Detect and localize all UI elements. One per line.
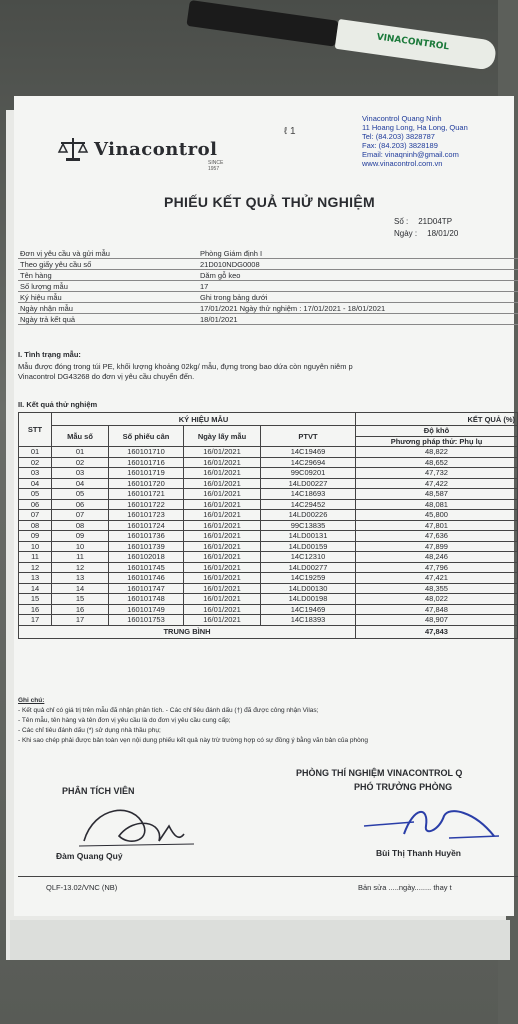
cell-so-phieu: 160101746 — [109, 573, 184, 584]
logo-wordmark: Vinacontrol — [94, 138, 218, 160]
cell-ngay-lay: 16/01/2021 — [184, 489, 261, 500]
cell-ptvt: 14C29452 — [261, 499, 356, 510]
info-key: Đơn vị yêu cầu và gửi mẫu — [20, 248, 110, 258]
info-value: 21D010NDG0008 — [200, 259, 260, 269]
cell-mau-so: 12 — [52, 562, 109, 573]
address-line: www.vinacontrol.com.vn — [362, 159, 443, 168]
cell-stt: 06 — [19, 499, 52, 510]
section-test-results: II. Kết quả thử nghiệm — [18, 400, 98, 409]
note-line: - Khi sao chép phải được bản toàn vẹn nội dung phiếu kết quả này trừ trường hợp có sự đồng ý bằng văn bản của phòng — [18, 737, 369, 744]
cell-so-phieu: 160101723 — [109, 510, 184, 521]
cell-mau-so: 07 — [52, 510, 109, 521]
cell-mau-so: 04 — [52, 478, 109, 489]
table-row — [19, 468, 518, 479]
table-row — [19, 615, 518, 626]
cell-ptvt: 14LD00226 — [261, 510, 356, 521]
pen-label: VINACONTROL — [375, 32, 450, 53]
cell-ptvt: 14LD00130 — [261, 583, 356, 594]
cell-so-phieu: 160101722 — [109, 499, 184, 510]
address-line: Vinacontrol Quang Ninh — [362, 114, 442, 123]
info-value: Ghi trong bảng dưới — [200, 292, 268, 302]
section-sample-condition: I. Tình trạng mẫu: — [18, 350, 81, 359]
so-label: Số : — [394, 217, 409, 226]
cell-stt: 02 — [19, 457, 52, 468]
info-key: Ngày trả kết quả — [20, 314, 76, 324]
company-logo — [58, 136, 224, 172]
cell-so-phieu: 160101739 — [109, 541, 184, 552]
cell-do-kho: 47,796 — [356, 562, 518, 573]
cell-ngay-lay: 16/01/2021 — [184, 583, 261, 594]
cell-ngay-lay: 16/01/2021 — [184, 510, 261, 521]
ngay-value: 18/01/20 — [427, 229, 459, 238]
cell-stt: 08 — [19, 520, 52, 531]
cell-ngay-lay: 16/01/2021 — [184, 604, 261, 615]
cell-so-phieu: 160101736 — [109, 531, 184, 542]
cell-ptvt: 14LD00227 — [261, 478, 356, 489]
cell-ngay-lay: 16/01/2021 — [184, 520, 261, 531]
cell-ngay-lay: 16/01/2021 — [184, 594, 261, 605]
cell-so-phieu: 160101720 — [109, 478, 184, 489]
cell-ptvt: 14C18393 — [261, 615, 356, 626]
info-key: Ký hiệu mẫu — [20, 292, 62, 302]
analyst-signature — [74, 796, 204, 856]
cell-do-kho: 48,022 — [356, 594, 518, 605]
cell-stt: 14 — [19, 583, 52, 594]
address-line: Tel: (84.203) 3828787 — [362, 132, 435, 141]
info-value: 17 — [200, 281, 209, 291]
average-row — [19, 625, 518, 638]
cell-ptvt: 14C19469 — [261, 447, 356, 458]
cell-ngay-lay: 16/01/2021 — [184, 541, 261, 552]
table-row — [19, 499, 518, 510]
info-key: Ngày nhận mẫu — [20, 303, 73, 313]
table-row — [19, 594, 518, 605]
cell-ngay-lay: 16/01/2021 — [184, 531, 261, 542]
table-row — [19, 489, 518, 500]
cell-ngay-lay: 16/01/2021 — [184, 478, 261, 489]
average-value: 47,843 — [356, 625, 518, 638]
cell-mau-so: 16 — [52, 604, 109, 615]
ngay-label: Ngày : — [394, 229, 418, 238]
average-label: TRUNG BÌNH — [19, 625, 356, 638]
info-value: 18/01/2021 — [200, 314, 238, 324]
col-ngay-lay: Ngày lấy mẫu — [184, 426, 261, 447]
cell-do-kho: 48,246 — [356, 552, 518, 563]
notes-heading: Ghi chú: — [18, 697, 45, 704]
info-value: Dăm gỗ keo — [200, 270, 241, 280]
col-mau-so: Mẫu số — [52, 426, 109, 447]
sample-condition-text — [18, 362, 518, 382]
table-row — [19, 520, 518, 531]
test-result-sheet — [14, 96, 514, 916]
cell-stt: 07 — [19, 510, 52, 521]
info-row — [18, 314, 518, 325]
cell-do-kho: 47,422 — [356, 478, 518, 489]
col-group-ketqua: KẾT QUẢ (%) — [356, 413, 518, 426]
cell-do-kho: 48,907 — [356, 615, 518, 626]
info-row — [18, 281, 518, 292]
info-row — [18, 248, 518, 259]
cell-mau-so: 05 — [52, 489, 109, 500]
cell-do-kho: 47,801 — [356, 520, 518, 531]
cell-stt: 16 — [19, 604, 52, 615]
cell-ngay-lay: 16/01/2021 — [184, 447, 261, 458]
cell-so-phieu: 160101721 — [109, 489, 184, 500]
col-so-phieu: Số phiếu cân — [109, 426, 184, 447]
cell-do-kho: 48,081 — [356, 499, 518, 510]
cell-stt: 12 — [19, 562, 52, 573]
cell-stt: 11 — [19, 552, 52, 563]
cell-stt: 10 — [19, 541, 52, 552]
cell-ngay-lay: 16/01/2021 — [184, 562, 261, 573]
info-row — [18, 292, 518, 303]
condition-line: Mẫu được đóng trong túi PE, khối lượng khoảng 02kg/ mẫu, đựng trong bao dứa còn nguyên niêm p — [18, 362, 353, 371]
info-row — [18, 270, 518, 281]
cell-ptvt: 14C19259 — [261, 573, 356, 584]
cell-ngay-lay: 16/01/2021 — [184, 573, 261, 584]
deputy-signature — [354, 796, 504, 846]
cell-ptvt: 14LD00159 — [261, 541, 356, 552]
cell-stt: 05 — [19, 489, 52, 500]
cell-ptvt: 99C13835 — [261, 520, 356, 531]
cell-ngay-lay: 16/01/2021 — [184, 468, 261, 479]
cell-do-kho: 45,800 — [356, 510, 518, 521]
cell-ptvt: 14LD00131 — [261, 531, 356, 542]
table-row — [19, 583, 518, 594]
cell-ngay-lay: 16/01/2021 — [184, 615, 261, 626]
form-footer — [18, 876, 518, 892]
deputy-name: Bùi Thị Thanh Huyền — [376, 848, 461, 858]
address-line: 11 Hoang Long, Ha Long, Quan — [362, 123, 468, 132]
table-row — [19, 510, 518, 521]
analyst-title: PHÂN TÍCH VIÊN — [62, 786, 135, 796]
cell-do-kho: 47,899 — [356, 541, 518, 552]
revision-note: Bản sửa .....ngày........ thay t — [358, 883, 452, 892]
col-phuong-phap: Phương pháp thử: Phụ lụ — [356, 436, 518, 447]
handwritten-mark: ℓ 1 — [284, 126, 296, 137]
cell-ptvt: 14LD00198 — [261, 594, 356, 605]
cell-so-phieu: 160102018 — [109, 552, 184, 563]
note-line: - Các chỉ tiêu đánh dấu (*) sử dụng nhà thầu phụ; — [18, 727, 161, 734]
table-row — [19, 604, 518, 615]
table-row — [19, 457, 518, 468]
cell-mau-so: 08 — [52, 520, 109, 531]
cell-do-kho: 47,732 — [356, 468, 518, 479]
table-row — [19, 531, 518, 542]
condition-line: Vinacontrol DG43268 do đơn vị yêu cầu chuyển đến. — [18, 372, 195, 381]
info-key: Tên hàng — [20, 270, 52, 280]
table-row — [19, 552, 518, 563]
info-row — [18, 303, 518, 314]
note-line: - Kết quả chỉ có giá trị trên mẫu đã nhận phân tích. - Các chỉ tiêu đánh dấu (†) đã được công nhận Vilas; — [18, 707, 319, 714]
results-table — [18, 412, 518, 639]
cell-so-phieu: 160101747 — [109, 583, 184, 594]
cell-mau-so: 11 — [52, 552, 109, 563]
cell-ptvt: 14C29694 — [261, 457, 356, 468]
document-number — [394, 216, 458, 240]
cell-so-phieu: 160101753 — [109, 615, 184, 626]
table-row — [19, 541, 518, 552]
cell-ptvt: 14LD00277 — [261, 562, 356, 573]
cell-ptvt: 14C12310 — [261, 552, 356, 563]
cell-mau-so: 10 — [52, 541, 109, 552]
company-address — [362, 114, 468, 168]
cell-do-kho: 47,636 — [356, 531, 518, 542]
cell-do-kho: 48,587 — [356, 489, 518, 500]
cell-stt: 15 — [19, 594, 52, 605]
cell-mau-so: 14 — [52, 583, 109, 594]
lab-name: PHÒNG THÍ NGHIỆM VINACONTROL Q — [296, 768, 463, 778]
cell-ngay-lay: 16/01/2021 — [184, 457, 261, 468]
cell-ngay-lay: 16/01/2021 — [184, 499, 261, 510]
table-row — [19, 562, 518, 573]
cell-so-phieu: 160101745 — [109, 562, 184, 573]
cell-mau-so: 15 — [52, 594, 109, 605]
cell-do-kho: 48,652 — [356, 457, 518, 468]
cell-so-phieu: 160101749 — [109, 604, 184, 615]
cell-do-kho: 47,421 — [356, 573, 518, 584]
col-stt: STT — [19, 413, 52, 447]
cell-mau-so: 02 — [52, 457, 109, 468]
info-value: 17/01/2021 Ngày thử nghiệm : 17/01/2021 - 18/01/2021 — [200, 303, 386, 313]
paper-stack-edge — [10, 920, 510, 960]
cell-stt: 09 — [19, 531, 52, 542]
deputy-title: PHÓ TRƯỞNG PHÒNG — [354, 782, 453, 792]
sample-info-block — [18, 248, 518, 325]
logo-since: SINCE 1957 — [208, 160, 224, 172]
document-title: PHIẾU KẾT QUẢ THỬ NGHIỆM — [164, 194, 375, 210]
cell-mau-so: 06 — [52, 499, 109, 510]
cell-do-kho: 48,822 — [356, 447, 518, 458]
cell-so-phieu: 160101748 — [109, 594, 184, 605]
address-line: Email: vinaqninh@gmail.com — [362, 150, 459, 159]
address-line: Fax: (84.203) 3828189 — [362, 141, 438, 150]
cell-mau-so: 17 — [52, 615, 109, 626]
col-do-kho: Độ khô — [356, 426, 518, 437]
cell-do-kho: 48,355 — [356, 583, 518, 594]
info-key: Theo giấy yêu cầu số — [20, 259, 92, 269]
cell-stt: 13 — [19, 573, 52, 584]
cell-mau-so: 13 — [52, 573, 109, 584]
col-ptvt: PTVT — [261, 426, 356, 447]
cell-stt: 01 — [19, 447, 52, 458]
cell-stt: 03 — [19, 468, 52, 479]
info-row — [18, 259, 518, 270]
note-line: - Tên mẫu, tên hàng và tên đơn vị yêu cầu là do đơn vị yêu cầu cung cấp; — [18, 717, 231, 724]
table-row — [19, 573, 518, 584]
info-key: Số lượng mẫu — [20, 281, 68, 291]
table-row — [19, 447, 518, 458]
scales-logo-icon — [58, 136, 88, 162]
cell-mau-so: 09 — [52, 531, 109, 542]
cell-so-phieu: 160101716 — [109, 457, 184, 468]
form-code: QLF-13.02/VNC (NB) — [46, 883, 118, 892]
cell-ptvt: 99C09201 — [261, 468, 356, 479]
cell-mau-so: 03 — [52, 468, 109, 479]
cell-stt: 17 — [19, 615, 52, 626]
cell-ptvt: 14C18693 — [261, 489, 356, 500]
table-row — [19, 478, 518, 489]
cell-ngay-lay: 16/01/2021 — [184, 552, 261, 563]
cell-so-phieu: 160101719 — [109, 468, 184, 479]
so-value: 21D04TP — [418, 217, 453, 226]
info-value: Phòng Giám định I — [200, 248, 263, 258]
cell-stt: 04 — [19, 478, 52, 489]
notes-block — [18, 696, 518, 746]
analyst-name: Đàm Quang Quý — [56, 851, 123, 861]
cell-do-kho: 47,848 — [356, 604, 518, 615]
cell-ptvt: 14C19469 — [261, 604, 356, 615]
cell-mau-so: 01 — [52, 447, 109, 458]
cell-so-phieu: 160101724 — [109, 520, 184, 531]
col-group-kyhieu: KÝ HIỆU MẪU — [52, 413, 356, 426]
cell-so-phieu: 160101710 — [109, 447, 184, 458]
